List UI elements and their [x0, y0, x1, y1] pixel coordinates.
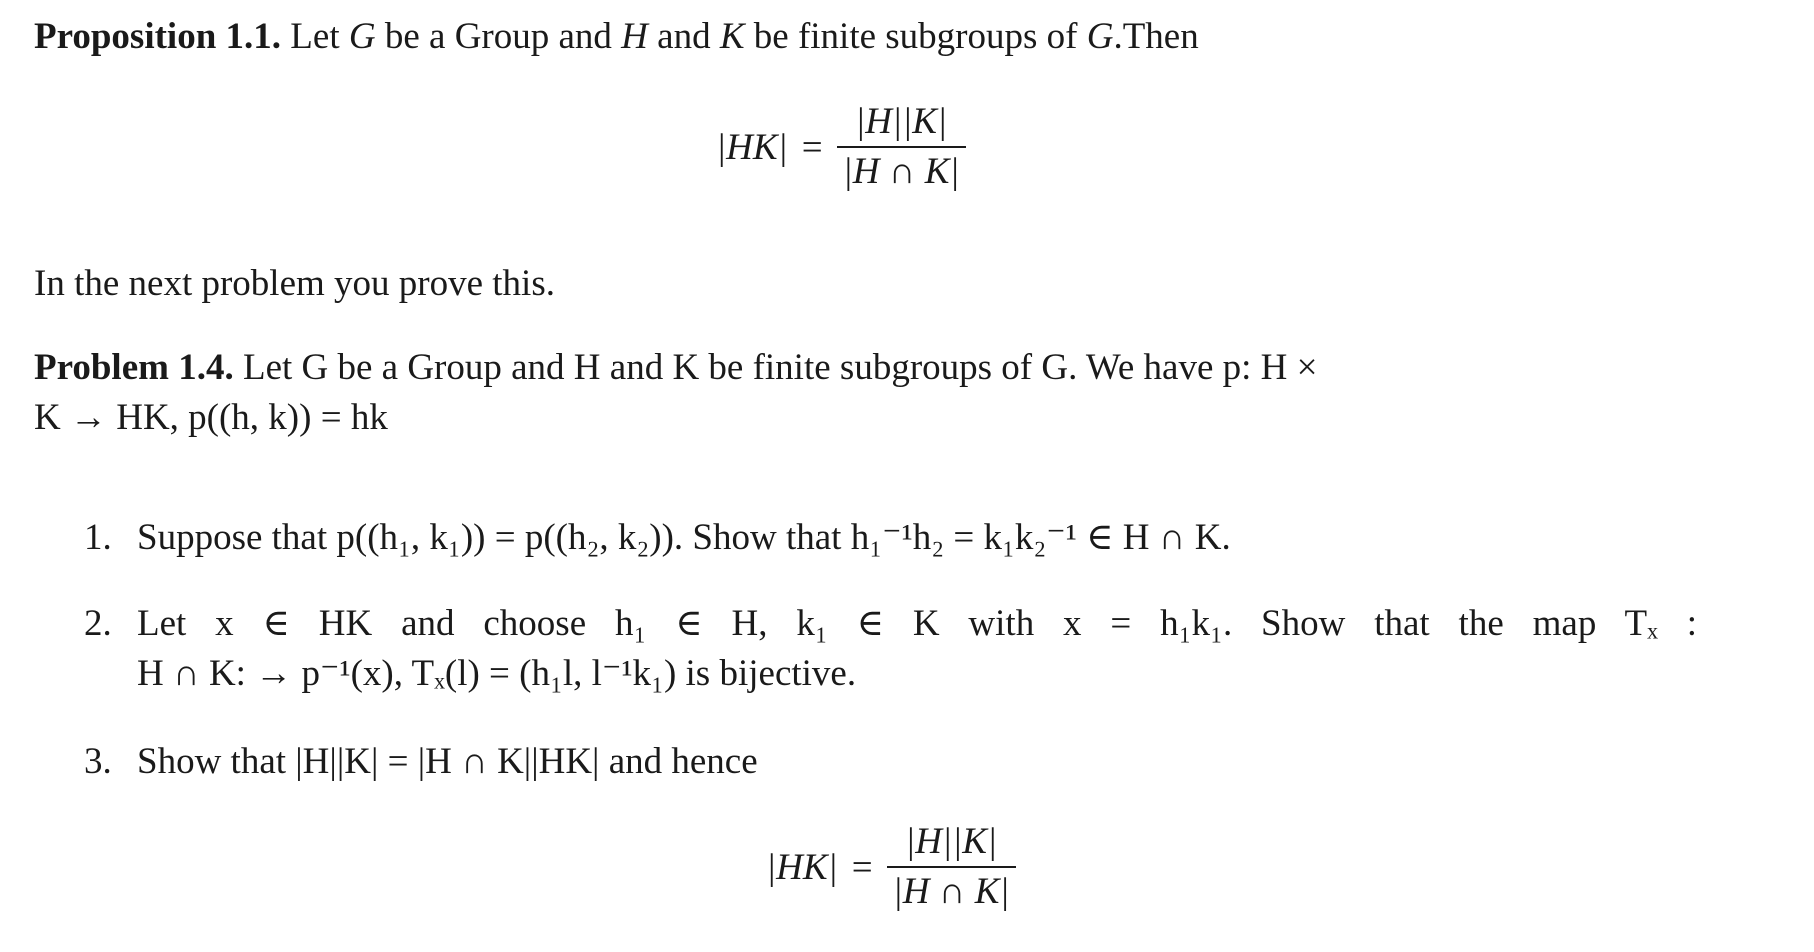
list-item-text: Show that |H||K| = |H ∩ K||HK| and hence [137, 741, 758, 782]
problem-statement-line-1: Problem 1.4. Let G be a Group and H and K be finite subgroups of G. We have p: H × [34, 347, 1318, 388]
formula-denominator: |H ∩ K| [842, 151, 960, 192]
formula-lhs: |HK| [766, 846, 838, 888]
formula-denominator: |H ∩ K| [892, 871, 1010, 912]
problem-label: Problem 1.4. [34, 347, 234, 388]
item-3-formula [766, 820, 1016, 914]
formula-numerator: |H||K| [905, 821, 998, 862]
list-item-number: 1. [84, 517, 112, 558]
formula-equals: = [851, 846, 873, 888]
formula-fraction [837, 100, 966, 194]
formula-fraction [887, 820, 1016, 914]
list-item-text-line-2: H ∩ K: → p⁻¹(x), Tₓ(l) = (h₁l, l⁻¹k₁) is bijective. [137, 653, 857, 694]
formula-numerator: |H||K| [855, 101, 948, 142]
proposition-formula [716, 100, 966, 194]
intro-text: In the next problem you prove this. [34, 263, 555, 304]
list-item-number: 3. [84, 741, 112, 782]
list-item-2 [0, 600, 1814, 700]
formula-lhs: |HK| [716, 126, 788, 168]
list-item-text: Suppose that p((h₁, k₁)) = p((h₂, k₂)). Show that h₁⁻¹h₂ = k₁k₂⁻¹ ∈ H ∩ K. [137, 517, 1231, 558]
list-item-text-line-1: Let x ∈ HK and choose h₁ ∈ H, k₁ ∈ K with x = h₁k₁. Show that the map Tₓ : [137, 603, 1697, 644]
list-item-number: 2. [84, 603, 112, 644]
formula-equals: = [801, 126, 823, 168]
problem-statement-line-2: K → HK, p((h, k)) = hk [34, 397, 388, 438]
proposition-label: Proposition 1.1. [34, 16, 282, 57]
proposition-statement: Proposition 1.1. Let G be a Group and H and K be finite subgroups of G.Then [34, 16, 1199, 57]
